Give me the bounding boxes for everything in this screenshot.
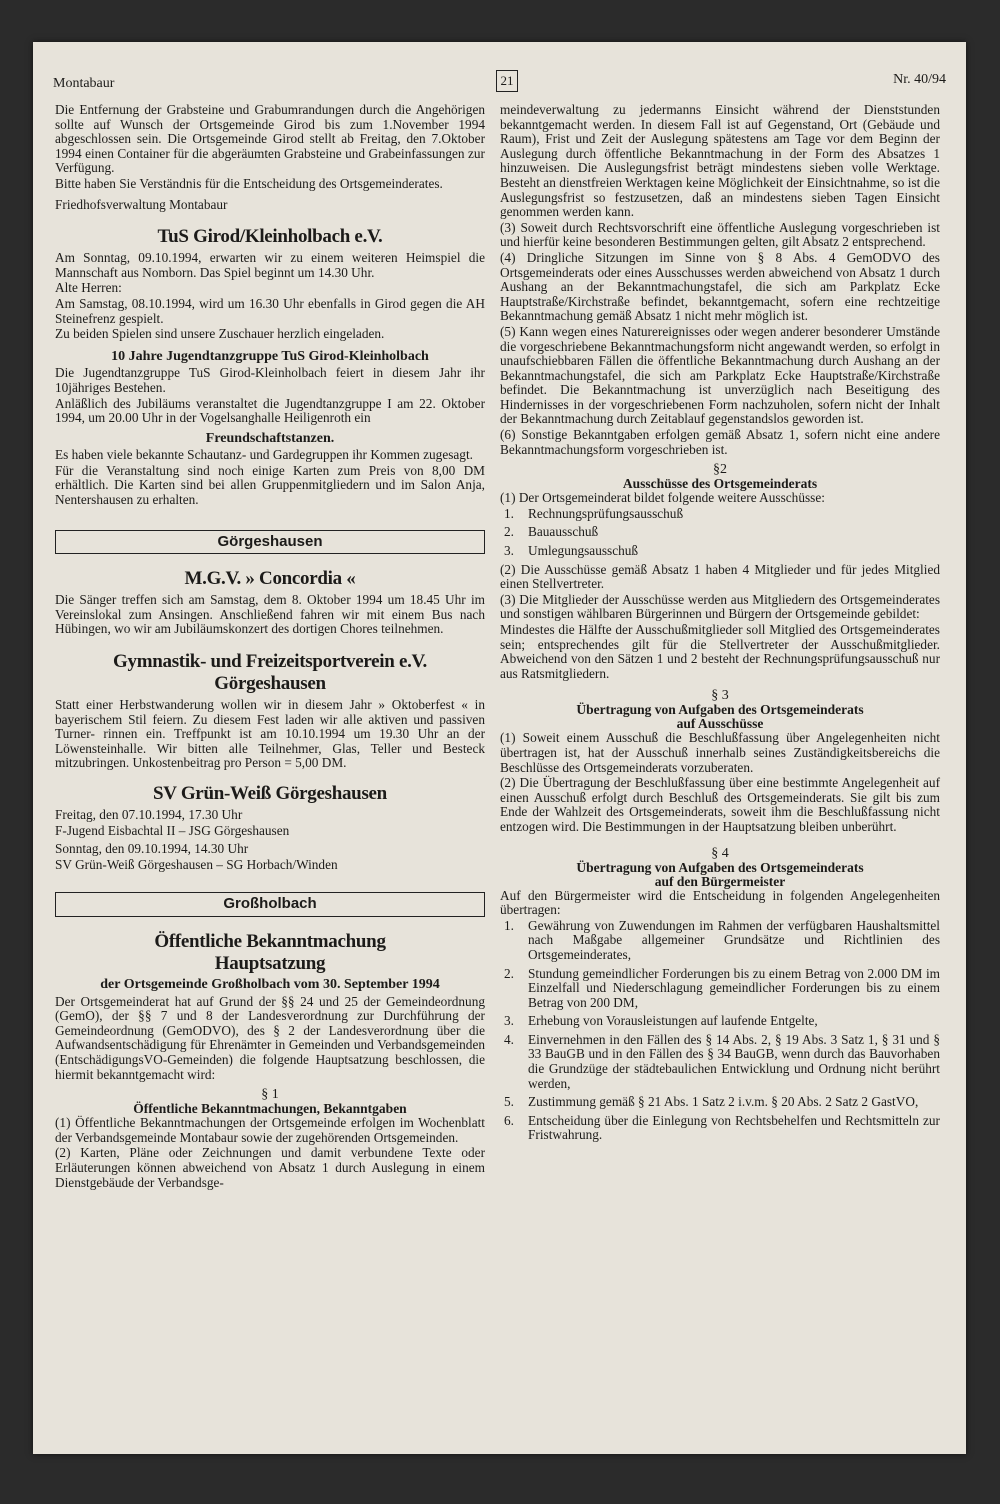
newspaper-page bbox=[33, 42, 966, 1454]
mgv-text: Die Sänger treffen sich am Samstag, dem 8. Oktober 1994 um 18.45 Uhr im Vereinslokal zum Ansingen. Anschließend fahren wir mit einem Bus nach Hübingen, wo wir am Jubiläumskonzert des dortigen Chores teilnehmen. bbox=[55, 592, 485, 637]
jugend-heading: 10 Jahre Jugendtanzgruppe TuS Girod-Kleinholbach bbox=[111, 348, 429, 364]
s1-text: (6) Sonstige Bekanntgaben erfolgen gemäß Absatz 1, sofern nicht eine andere Bekanntmachungsform vorgeschrieben ist. bbox=[500, 427, 940, 457]
gym-heading-place: Görgeshausen bbox=[214, 673, 326, 695]
section-title: Übertragung von Aufgaben des Ortsgemeinderats bbox=[576, 702, 864, 718]
jugend-text: Anläßlich des Jubiläums veranstaltet die Jugendtanzgruppe I am 22. Oktober 1994, um 20.00 Uhr in der Vogelsanghalle Heiligenroth ein bbox=[55, 395, 485, 426]
jugend-text: Für die Veranstaltung sind noch einige Karten zum Preis von 8,00 DM erhältlich. Die Karten sind bei allen Gruppenmitgliedern und im Salon Anja, Nentershausen zu erhalten. bbox=[55, 462, 485, 508]
tus-text: Am Sonntag, 09.10.1994, erwarten wir zu einem weiteren Heimspiel die Mannschaft aus Nomborn. Das Spiel beginnt um 14.30 Uhr. bbox=[55, 250, 485, 280]
intro-signature: Friedhofsverwaltung Montabaur bbox=[55, 196, 228, 212]
tus-text: Am Samstag, 08.10.1994, wird um 16.30 Uhr ebenfalls in Girod gegen die AH Steinefrenz gespielt. bbox=[55, 295, 485, 326]
s1-text: (3) Soweit durch Rechtsvorschrift eine öffentliche Auslegung vorgeschrieben ist und hierfür keine besonderen Bestimmungen gelten, gilt Absatz 2 entsprechend. bbox=[500, 219, 940, 250]
list-item: 2. Bauausschuß bbox=[504, 524, 599, 540]
issue-number: Nr. 40/94 bbox=[893, 72, 946, 87]
s2-text: (3) Die Mitglieder der Ausschüsse werden aus Mitgliedern des Ortsgemeinderates und sonstigen wählbaren Bürgerinnen und Bürgern der Ortsgemeinde gebildet: bbox=[500, 591, 940, 622]
gym-text: Statt einer Herbstwanderung wollen wir in diesem Jahr » Oktoberfest « in bayerischem Stil feiern. Zu diesem Fest laden wir alle aktiven und passiven Turner- rinnen ein. Treffpunkt ist am 10.10.1994 um 19.30 Uhr an der Löwensteinhalle. Wir bitten alle Teilnehmer, Glas, Teller und Besteck mitzubringen. Unkostenbeitrag pro Person = 5,00 DM. bbox=[55, 697, 485, 771]
list-item: 1. Gewährung von Zuwendungen im Rahmen der verfügbaren Haushaltsmittel nach Maßgabe allgemeiner Grundsätze und Richtlinien des Ortsgemeinderates, bbox=[504, 917, 940, 962]
s3-text: (1) Soweit einem Ausschuß die Beschlußfassung über Angelegenheiten nicht übertragen ist, hat der Ausschuß innerhalb seines Zuständigkeitsbereichs die Beschlüsse des Ortsgemeinderats vorzuberaten. bbox=[500, 730, 940, 775]
page-header bbox=[53, 70, 946, 92]
s3-text: (2) Die Übertragung der Beschlußfassung über eine bestimmte Angelegenheit auf einen Ausschuß erfolgt durch Beschluß des Ortsgemeinderats. Sie gilt bis zum Ende der Wahlzeit des Ortsgemeinderats, soweit ihm die Beschlußfassung nicht entzogen wird. Die Bestimmungen in der Hauptsatzung bleiben unberührt. bbox=[500, 775, 940, 834]
s2-text: (2) Die Ausschüsse gemäß Absatz 1 haben 4 Mitglieder und für jedes Mitglied einen Stellvertreter. bbox=[500, 561, 940, 592]
notice-text: Der Ortsgemeinderat hat auf Grund der §§ 24 und 25 der Gemeindeordnung (GemO), der §§ 7 und 8 der Landesverordnung zur Durchführung der Gemeindeordnung (GemODVO), des § 2 der Landesverordnung über die Aufwandsentschädigung für Ehrenämter in Gemeinden und Verbandsgemeinden (EntschädigungsVO-Gemeinden) die folgende Hauptsatzung beschlossen, die hiermit bekanntgemacht wird: bbox=[55, 993, 485, 1082]
sv-fixture: Sonntag, den 09.10.1994, 14.30 Uhr bbox=[55, 841, 249, 857]
notice-subtitle: der Ortsgemeinde Großholbach vom 30. September 1994 bbox=[100, 976, 440, 992]
section-number: § 3 bbox=[711, 688, 729, 704]
section-box-goergeshausen: Görgeshausen bbox=[55, 530, 485, 555]
jugend-text: Die Jugendtanzgruppe TuS Girod-Kleinholbach feiert in diesem Jahr ihr 10jähriges Bestehen. bbox=[55, 365, 485, 395]
list-item: 2. Stundung gemeindlicher Forderungen bis zu einem Betrag von 2.000 DM im Einzelfall und Niederschlagung gemeindlicher Forderungen bis zu einem Betrag von 200 DM, bbox=[504, 965, 940, 1010]
intro-text: Die Entfernung der Grabsteine und Grabumrandungen durch die Angehörigen sollte auf Wunsch der Ortsgemeinde Girod bis zum 1.November 1994 abgeschlossen sein. Die Ortsgemeinde Girod stellt ab Freitag, den 7.Oktober 1994 einen Container für die abgeräumten Grabsteine und Grabeinfassungen zur Verfügung. bbox=[55, 102, 485, 176]
left-column bbox=[55, 103, 485, 1191]
right-column bbox=[500, 103, 940, 1147]
tus-text: Zu beiden Spielen sind unsere Zuschauer herzlich eingeladen. bbox=[55, 326, 385, 342]
list-item: 1. Rechnungsprüfungsausschuß bbox=[504, 505, 684, 521]
s4-text: Auf den Bürgermeister wird die Entscheidung in folgenden Angelegenheiten übertragen: bbox=[500, 887, 940, 918]
notice-text: (1) Öffentliche Bekanntmachungen der Ortsgemeinde erfolgen im Wochenblatt der Verbandsgemeinde Montabaur sowie der zugehörenden Ortsgemeinden. bbox=[55, 1115, 485, 1145]
section-number: § 1 bbox=[261, 1087, 279, 1103]
section-title: Übertragung von Aufgaben des Ortsgemeinderats bbox=[576, 859, 864, 875]
page-number-box: 21 bbox=[496, 70, 518, 92]
list-item: 4. Einvernehmen in den Fällen des § 14 Abs. 2, § 19 Abs. 3 Satz 1, § 31 und § 33 BauGB und in den Fällen des § 34 BauGB, wenn durch das Bauvorhaben die Grundzüge der städtebaulichen Entwicklung und Ordnung nicht berührt werden, bbox=[504, 1031, 940, 1091]
s2-text: Mindestes die Hälfte der Ausschußmitglieder soll Mitglied des Ortsgemeinderates sein; entsprechendes gilt für die Stellvertreter der Ausschußmitglieder. Abweichend von den Sätzen 1 und 2 besteht der Rechnungsprüfungsausschuß nur aus Ratsmitgliedern. bbox=[500, 622, 940, 681]
list-item: 6. Entscheidung über die Einlegung von Rechtsbehelfen und Rechtsmitteln zur Fristwahrung. bbox=[504, 1112, 940, 1143]
list-item: 5. Zustimmung gemäß § 21 Abs. 1 Satz 2 i.v.m. § 20 Abs. 2 Satz 2 GastVO, bbox=[504, 1094, 919, 1110]
section-box-grossholbach: Großholbach bbox=[55, 892, 485, 917]
gym-heading: Gymnastik- und Freizeitsportverein e.V. bbox=[113, 651, 427, 673]
s1-text: (5) Kann wegen eines Naturereignisses oder wegen anderer besonderer Umstände die vorgeschriebene Bekanntmachungsform nicht angewandt werden, so erfolgt in unaufschiebbaren Fällen die öffentliche Bekanntmachung durch Aushang an der Bekanntmachungstafel, die sich am Parkplatz Ecke Hauptstraße/Kirchstraße befindet. Die Bekanntmachung ist unverzüglich nach Beseitigung des Hindernisses in der vorgeschriebenen Form nachzuholen, sofern nicht der Inhalt der Bekanntmachung durch Zeitablauf gegenstandslos geworden ist. bbox=[500, 323, 940, 427]
section-number: §2 bbox=[713, 462, 727, 478]
sv-heading: SV Grün-Weiß Görgeshausen bbox=[153, 783, 387, 804]
tus-heading: TuS Girod/Kleinholbach e.V. bbox=[157, 226, 383, 248]
list-item: 3. Erhebung von Vorausleistungen auf laufende Entgelte, bbox=[504, 1013, 818, 1029]
sv-fixture: SV Grün-Weiß Görgeshausen – SG Horbach/Winden bbox=[55, 856, 338, 872]
s2-text: (1) Der Ortsgemeinderat bildet folgende weitere Ausschüsse: bbox=[500, 490, 825, 506]
intro-text: Bitte haben Sie Verständnis für die Entscheidung des Ortsgemeinderates. bbox=[55, 175, 443, 191]
notice-heading-sub: Hauptsatzung bbox=[214, 952, 326, 974]
header-town: Montabaur bbox=[53, 76, 115, 91]
mgv-heading: M.G.V. » Concordia « bbox=[184, 568, 356, 590]
notice-heading: Öffentliche Bekanntmachung bbox=[154, 930, 386, 952]
section-title: auf den Bürgermeister bbox=[654, 873, 786, 889]
s1-text: meindeverwaltung zu jedermanns Einsicht während der Dienststunden bekanntgemacht werden. In diesem Fall ist auf Gegenstand, Ort (Gebäude und Raum), Frist und Zeit der Auslegung spätestens am Tage vor dem Beginn der Auslegung durch öffentliche Bekanntmachung in der Form des Absatzes 1 hinzuweisen. Die Auslegungsfrist beträgt mindestens sieben volle Werktage. Besteht an dienstfreien Werktagen keine Möglichkeit der Einsichtnahme, so ist die Auslegungsfrist so festzusetzen, daß an mindestens sieben Tagen Einsicht genommen werden kann. bbox=[500, 102, 940, 220]
s1-text: (4) Dringliche Sitzungen im Sinne von § 8 Abs. 4 GemODVO des Ortsgemeinderats oder eines Ausschusses werden abweichend von Absatz 1 durch Aushang an der Bekanntmachungstafel, die sich am Parkplatz Ecke Hauptstraße/Kirchstraße befindet, bekanntgemacht, sofern eine rechtzeitige Bekanntmachung gemäß Absatz 1 nicht mehr möglich ist. bbox=[500, 249, 940, 324]
jugend-text: Es haben viele bekannte Schautanz- und Gardegruppen ihr Kommen zugesagt. bbox=[55, 447, 473, 463]
jugend-event-title: Freundschaftstanzen. bbox=[205, 430, 335, 446]
list-item: 3. Umlegungsausschuß bbox=[504, 543, 639, 559]
committee-list bbox=[500, 507, 940, 559]
sv-fixture: Freitag, den 07.10.1994, 17.30 Uhr bbox=[55, 807, 243, 822]
mayor-tasks-list bbox=[500, 919, 940, 1143]
section-number: § 4 bbox=[711, 845, 729, 861]
section-title: Öffentliche Bekanntmachungen, Bekanntgaben bbox=[133, 1101, 407, 1117]
tus-text: Alte Herren: bbox=[55, 280, 122, 296]
sv-fixture: F-Jugend Eisbachtal II – JSG Görgeshausen bbox=[55, 822, 290, 838]
section-title: Ausschüsse des Ortsgemeinderats bbox=[622, 476, 818, 492]
notice-text: (2) Karten, Pläne oder Zeichnungen und damit verbundene Texte oder Erläuterungen können abweichend von Absatz 1 durch Auslegung in einem Dienstgebäude der Verbandsge- bbox=[55, 1145, 485, 1190]
section-title: auf Ausschüsse bbox=[676, 716, 764, 732]
